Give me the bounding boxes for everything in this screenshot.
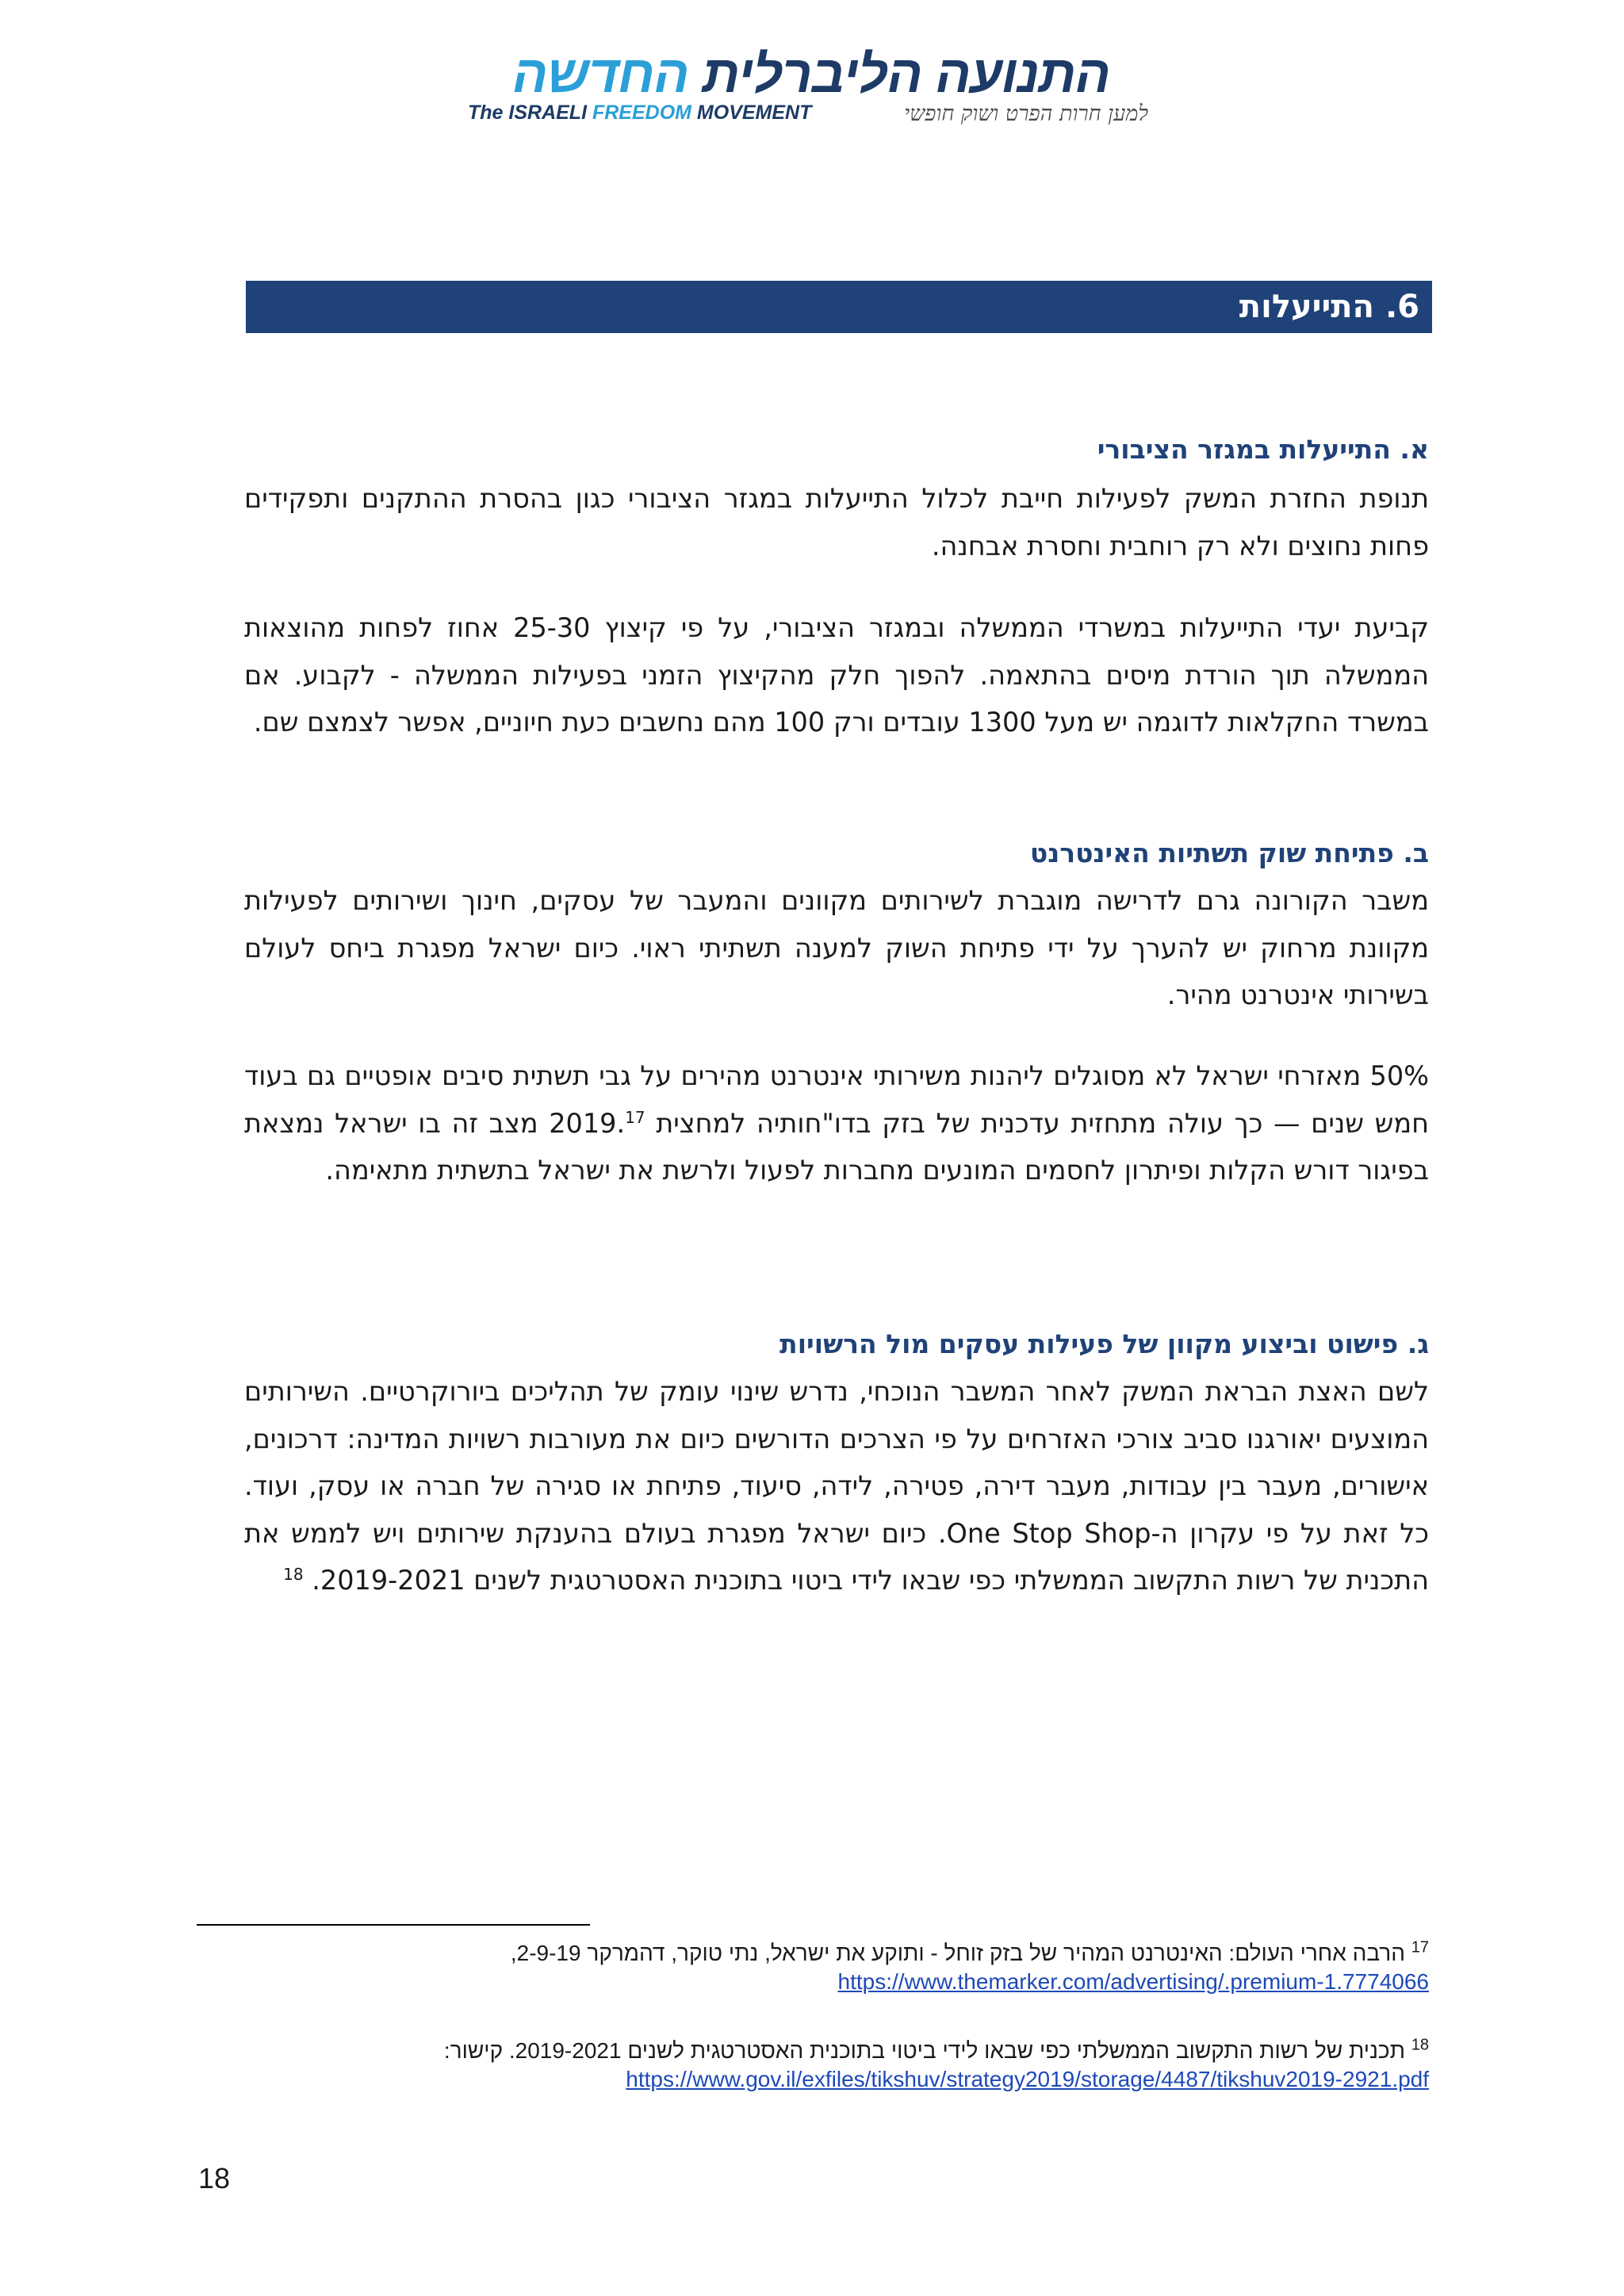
logo-slogan: למען חרות הפרט ושוק חופשי [904, 102, 1148, 126]
footnote-separator [197, 1924, 590, 1926]
subsection-a-heading: א. התייעלות במגזר הציבורי [1097, 434, 1429, 465]
subsection-a-paragraph-2: קביעת יעדי התייעלות במשרדי הממשלה ובמגזר הציבורי, על פי קיצוץ 25-30 אחוז לפחות מהוצאות הממשלה תוך הורדת מיסים בהתאמה. להפוך חלק מהקיצוץ הזמני בפעילות הממשלה - לקבוע. אם במשרד החקלאות לדוגמה יש מעל 1300 עובדים ורק 100 מהם נחשבים כעת חיוניים, אפשר לצמצם שם. [244, 612, 1429, 738]
subsection-c-paragraph-1: לשם האצת הבראת המשק לאחר המשבר הנוכחי, נדרש שינוי עומק של תהליכים ביורוקרטיים. השירותים המוצעים יאורגנו סביב צורכי האזרחים על פי הצרכים הדורשים כיום את מעורבות רשויות המדינה: דרכונים, אישורים, מעבר בין עבודות, מעבר דירה, פטירה, לידה, סיעוד, פתיחת או סגירה של חברה או עסק, ועוד. כל זאת על פי עקרון ה-One Stop Shop. כיום ישראל מפגרת בעולם בהענקת שירותים ויש לממש את התכנית של רשות התקשוב הממשלתי כפי שבאו לידי ביטוי בתוכנית האסטרטגית לשנים 2019-2021. $^{18}$ [244, 1376, 1429, 1596]
footnote-ref-17[interactable]: 17 [625, 1107, 645, 1127]
footnote-17: $^{17}$ הרבה אחרי העולם: האינטרנט המהיר של בזק זוחל - ותוקע את ישראל, נתי טוקר, דהמרקר 2-9-19, https://www.themarker.com/advertising/.premium-1.7774066 [244, 1939, 1429, 1996]
section-title: 6. התייעלות [1239, 289, 1419, 325]
subsection-c-heading: ג. פישוט וביצוע מקוון של פעילות עסקים מול הרשויות [779, 1328, 1429, 1359]
subsection-a-paragraph-1: תנופת החזרת המשק לפעילות חייבת לכלול התייעלות במגזר הציבורי כגון בהסרת ההתקנים ותפקידים פחות נחוצים ולא רק רוחבית וחסרת אבחנה. [244, 483, 1429, 562]
footnote-18-link[interactable]: https://www.gov.il/exfiles/tikshuv/strategy2019/storage/4487/tikshuv2019-2921.pdf [626, 2067, 1429, 2091]
section-title-bar [246, 281, 1432, 333]
page-number: 18 [198, 2162, 231, 2194]
footnote-17-link[interactable]: https://www.themarker.com/advertising/.premium-1.7774066 [837, 1969, 1429, 1994]
organization-logo [466, 46, 1156, 133]
footnote-18: $^{18}$ תכנית של רשות התקשוב הממשלתי כפי שבאו לידי ביטוי בתוכנית האסטרטגית לשנים 2019-2021. קישור: https://www.gov.il/exfiles/tikshuv/strategy2019/storage/4487/tikshuv2019-2921.pdf [244, 2037, 1429, 2094]
subsection-b-paragraph-1: משבר הקורונה גרם לדרישה מוגברת לשירותים מקוונים והמעבר של עסקים, חינוך ושירותים לפעילות מקוונת מרחוק יש להערך על ידי פתיחת השוק למענה תשתיתי ראוי. כיום ישראל מפגרת ביחס לעולם בשירותי אינטרנט מהיר. [244, 885, 1429, 1010]
footnote-17-number: 17 [1411, 1938, 1429, 1957]
footnote-ref-18[interactable]: 18 [283, 1564, 304, 1584]
footnote-18-number: 18 [1411, 2036, 1429, 2054]
logo-english-wordmark: The ISRAELI FREEDOM MOVEMENT [468, 102, 812, 124]
logo-hebrew-wordmark: התנועה הליברלית החדשה [512, 44, 1110, 103]
subsection-b-heading: ב. פתיחת שוק תשתיות האינטרנט [1029, 838, 1429, 868]
subsection-b-paragraph-2: 50% מאזרחי ישראל לא מסוגלים ליהנות משירותי אינטרנט מהירים על גבי תשתית סיבים אופטיים גם בעוד חמש שנים — כך עולה מתחזית עדכנית של בזק בדו"חותיה למחצית 2019.17 מצב זה בו ישראל נמצאת בפיגור דורש הקלות ופיתרון לחסמים המונעים מחברות לפעול ולרשת את ישראל בתשתית מתאימה. [244, 1060, 1429, 1186]
